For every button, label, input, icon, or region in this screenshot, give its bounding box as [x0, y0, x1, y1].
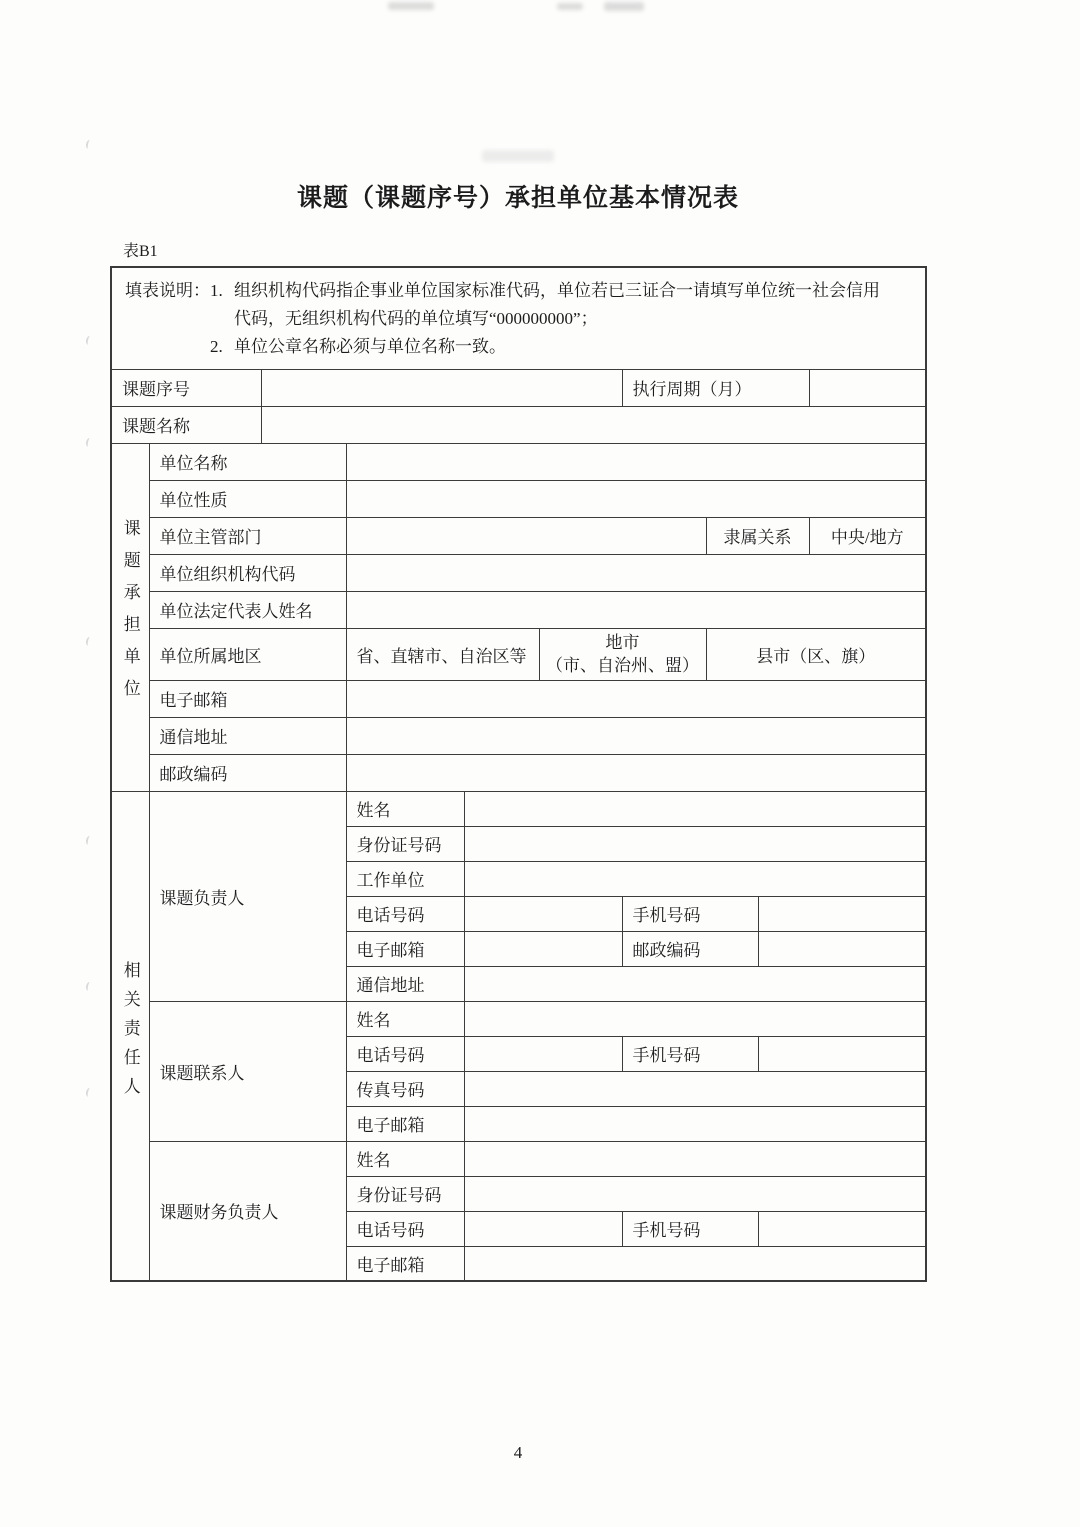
unit-email-value-cell [346, 680, 926, 717]
leader-mobile-label-cell: 手机号码 [622, 896, 758, 931]
note-text: 组织机构代码指企事业单位国家标准代码，单位若已三证合一请填写单位统一社会信用代码，无组织机构代码的单位填写“000000000”； [234, 281, 880, 329]
table-row [111, 791, 926, 826]
unit-region-label-cell: 单位所属地区 [149, 628, 346, 680]
table-tag-label: 表B1 [123, 243, 158, 260]
finance-phone-value-cell [464, 1211, 622, 1246]
leader-mobile-value-cell [758, 896, 926, 931]
contact-fax-value-cell [464, 1071, 926, 1106]
leader-id-label-cell: 身份证号码 [346, 826, 464, 861]
project-name-value-cell [261, 406, 926, 443]
page-title: 课题（课题序号）承担单位基本情况表 [296, 185, 739, 212]
contact-name-label-cell: 姓名 [346, 1001, 464, 1036]
unit-address-label-cell: 通信地址 [149, 717, 346, 754]
unit-email-label-cell: 电子邮箱 [149, 680, 346, 717]
unit-nature-value-cell [346, 480, 926, 517]
document-content [110, 0, 926, 1282]
period-label-cell: 执行周期（月） [622, 369, 809, 406]
unit-section-label: 课题承担单位 [120, 518, 140, 711]
scan-mark [85, 636, 93, 646]
leader-workunit-value-cell [464, 861, 926, 896]
leader-address-value-cell [464, 966, 926, 1001]
table-row [111, 591, 926, 628]
contact-email-value-cell [464, 1106, 926, 1141]
note-number: 2. [210, 337, 223, 357]
region-county-cell: 县市（区、旗） [706, 628, 926, 680]
finance-email-value-cell [464, 1246, 926, 1281]
table-row [111, 1001, 926, 1036]
leader-name-label-cell: 姓名 [346, 791, 464, 826]
region-city-line1: 地市 [605, 633, 640, 652]
project-name-label-cell: 课题名称 [111, 406, 261, 443]
scan-mark [85, 139, 93, 149]
serial-value-cell [261, 369, 622, 406]
finance-name-value-cell [464, 1141, 926, 1176]
notes-items [210, 277, 913, 361]
page-number: 4 [513, 1443, 523, 1462]
leader-postcode-label-cell: 邮政编码 [622, 931, 758, 966]
table-row [111, 717, 926, 754]
leader-phone-value-cell [464, 896, 622, 931]
unit-legal-rep-value-cell [346, 591, 926, 628]
contact-group-label-cell: 课题联系人 [149, 1001, 346, 1141]
table-row [111, 443, 926, 480]
region-city-line2: （市、自治州、盟） [546, 656, 699, 675]
unit-name-value-cell [346, 443, 926, 480]
scan-mark [85, 335, 93, 345]
affiliation-label-cell: 隶属关系 [706, 517, 809, 554]
leader-workunit-label-cell: 工作单位 [346, 861, 464, 896]
persons-section-cell [111, 791, 149, 1281]
unit-name-label-cell: 单位名称 [149, 443, 346, 480]
table-row [111, 1141, 926, 1176]
contact-name-value-cell [464, 1001, 926, 1036]
leader-name-value-cell [464, 791, 926, 826]
finance-name-label-cell: 姓名 [346, 1141, 464, 1176]
notes-wrap [116, 271, 921, 365]
table-row [111, 680, 926, 717]
unit-section-cell [111, 443, 149, 791]
scan-mark [85, 835, 93, 845]
table-row [111, 517, 926, 554]
leader-email-label-cell: 电子邮箱 [346, 931, 464, 966]
unit-nature-label-cell: 单位性质 [149, 480, 346, 517]
unit-org-code-label-cell: 单位组织机构代码 [149, 554, 346, 591]
finance-id-label-cell: 身份证号码 [346, 1176, 464, 1211]
table-row [111, 369, 926, 406]
notes-cell [111, 267, 926, 369]
note-number: 1. [210, 281, 223, 301]
scan-mark [85, 437, 93, 447]
unit-org-code-value-cell [346, 554, 926, 591]
unit-address-value-cell [346, 717, 926, 754]
finance-group-label-cell: 课题财务负责人 [149, 1141, 346, 1281]
contact-phone-value-cell [464, 1036, 622, 1071]
region-province-cell: 省、直辖市、自治区等 [346, 628, 539, 680]
unit-legal-rep-label-cell: 单位法定代表人姓名 [149, 591, 346, 628]
period-value-cell [809, 369, 926, 406]
notes-label: 填表说明： [125, 281, 210, 301]
region-city-cell [539, 628, 706, 680]
leader-id-value-cell [464, 826, 926, 861]
table-row [111, 267, 926, 369]
table-row [111, 628, 926, 680]
contact-fax-label-cell: 传真号码 [346, 1071, 464, 1106]
note-item [210, 333, 913, 361]
persons-section-label: 相关责任人 [120, 960, 140, 1106]
unit-postcode-value-cell [346, 754, 926, 791]
serial-label-cell: 课题序号 [111, 369, 261, 406]
table-row [111, 480, 926, 517]
finance-mobile-value-cell [758, 1211, 926, 1246]
finance-mobile-label-cell: 手机号码 [622, 1211, 758, 1246]
finance-id-value-cell [464, 1176, 926, 1211]
scan-mark [85, 1087, 93, 1097]
unit-dept-label-cell: 单位主管部门 [149, 517, 346, 554]
contact-mobile-label-cell: 手机号码 [622, 1036, 758, 1071]
contact-mobile-value-cell [758, 1036, 926, 1071]
scan-mark [85, 981, 93, 991]
contact-phone-label-cell: 电话号码 [346, 1036, 464, 1071]
form-table [110, 266, 927, 1282]
leader-address-label-cell: 通信地址 [346, 966, 464, 1001]
leader-email-value-cell [464, 931, 622, 966]
unit-dept-value-cell [346, 517, 706, 554]
leader-postcode-value-cell [758, 931, 926, 966]
finance-phone-label-cell: 电话号码 [346, 1211, 464, 1246]
table-row [111, 554, 926, 591]
finance-email-label-cell: 电子邮箱 [346, 1246, 464, 1281]
table-row [111, 406, 926, 443]
unit-postcode-label-cell: 邮政编码 [149, 754, 346, 791]
affiliation-value-cell: 中央/地方 [809, 517, 926, 554]
contact-email-label-cell: 电子邮箱 [346, 1106, 464, 1141]
table-row [111, 754, 926, 791]
leader-group-label-cell: 课题负责人 [149, 791, 346, 1001]
leader-phone-label-cell: 电话号码 [346, 896, 464, 931]
note-text: 单位公章名称必须与单位名称一致。 [234, 337, 506, 357]
note-item [210, 277, 913, 333]
